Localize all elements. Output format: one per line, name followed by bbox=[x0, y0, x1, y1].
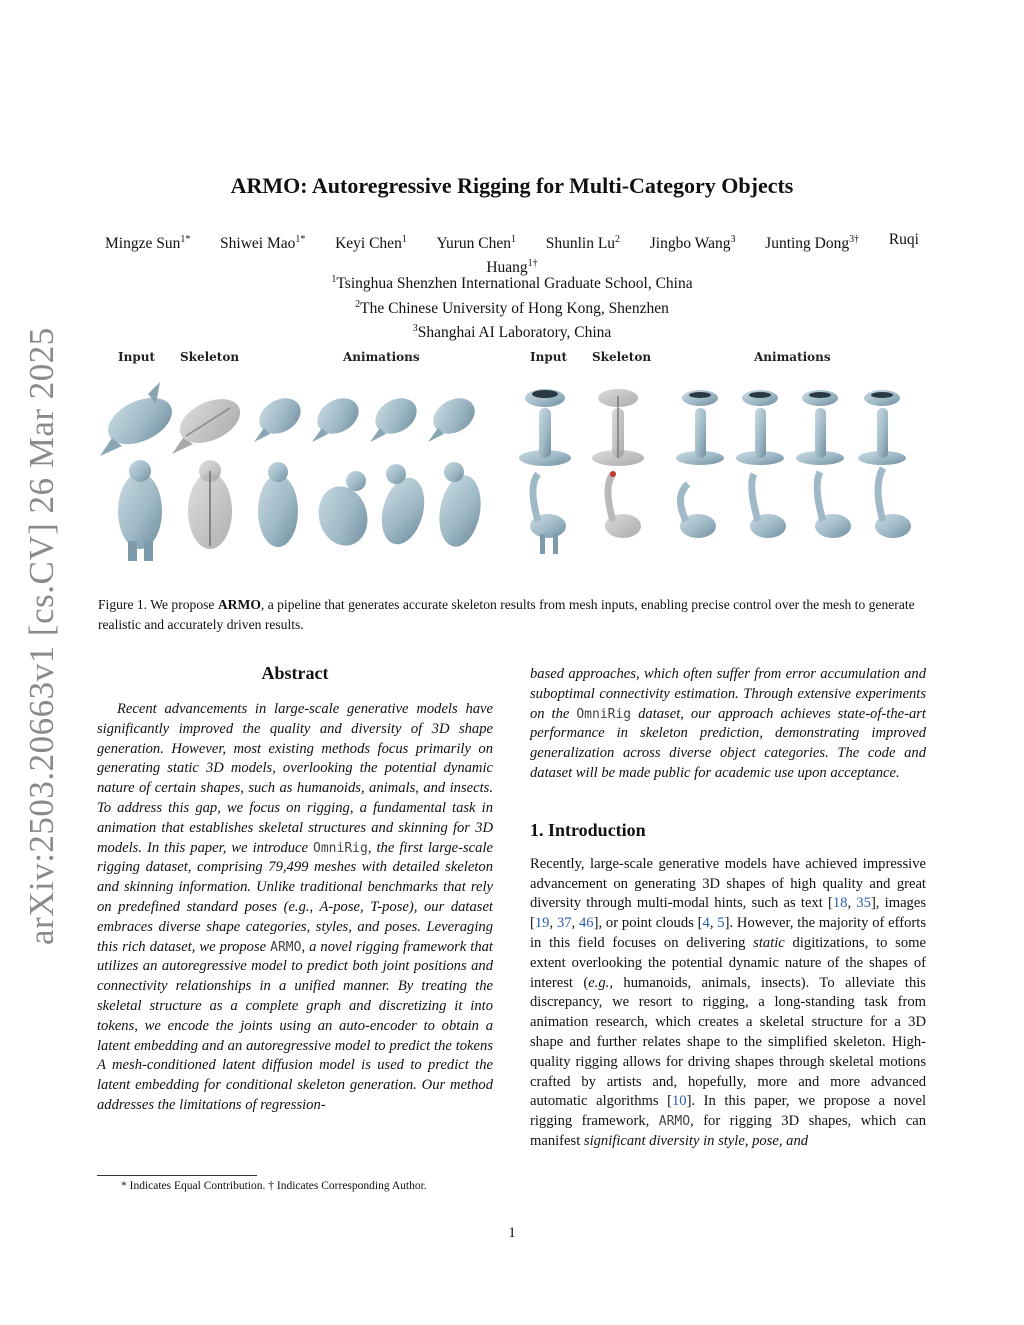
creature-animation-render bbox=[858, 390, 906, 465]
fish-animation-render bbox=[311, 391, 365, 442]
dinosaur-animation-render bbox=[815, 472, 851, 538]
citation-link[interactable]: 35 bbox=[856, 895, 871, 912]
dinosaur-animation-render bbox=[750, 474, 786, 538]
affiliation: $^3$Shanghai AI Laboratory, China bbox=[412, 323, 612, 342]
author: Yurun Chen$^1$ bbox=[436, 234, 517, 253]
author: Shunlin Lu$^2$ bbox=[545, 234, 621, 253]
figure-label-animations: Animations bbox=[754, 350, 831, 364]
dinosaur-input-render bbox=[530, 474, 566, 554]
dinosaur-animation-render bbox=[680, 484, 716, 538]
fish-skeleton-render bbox=[172, 390, 247, 454]
monster-input-render bbox=[118, 460, 162, 561]
right-column bbox=[530, 665, 926, 1152]
figure-label-input: Input bbox=[118, 350, 155, 364]
author-wrap: Huang$^{1\dagger}$ bbox=[486, 258, 538, 277]
figure-label-animations: Animations bbox=[343, 350, 420, 364]
citation-link[interactable]: 18 bbox=[832, 895, 848, 912]
footnote-rule bbox=[97, 1175, 257, 1176]
fish-input-render bbox=[100, 382, 179, 456]
footnote bbox=[97, 1175, 493, 1192]
author: Ruqi bbox=[888, 231, 919, 248]
abstract-continuation: based approaches, which often suffer from error accumulation and suboptimal connectivity estimation. Through extensive experiments on the OmniRig dataset, our approach achieves state-of-the-art performance in skeleton prediction, demonstrating improved generalization across diverse object categories. The code and dataset will be made public for academic use upon acceptance. bbox=[530, 666, 926, 781]
citation-link[interactable]: 10 bbox=[672, 1093, 687, 1110]
citation-link[interactable]: 37 bbox=[556, 915, 572, 932]
monster-animation-render bbox=[258, 462, 298, 547]
creature-input-render bbox=[519, 389, 571, 466]
arxiv-identifier-stamp: arXiv:2503.20663v1 [cs.CV] 26 Mar 2025 bbox=[22, 327, 61, 945]
monster-animation-render bbox=[434, 462, 486, 550]
affiliations bbox=[0, 270, 1024, 344]
monster-skeleton-render bbox=[188, 460, 232, 549]
abstract-text: Recent advancements in large-scale generative models have significantly improved the quality and diversity of 3D shape generation. However, most existing methods focus primarily on generating static 3D models, overlooking the potential dynamic nature of certain shapes, such as humanoids, animals, and insects. To address this gap, we focus on rigging, a fundamental task in animation that establishes skeletal structures and skinning for 3D models. In this paper, we introduce OmniRig, the first large-scale rigging dataset, comprising 79,499 meshes with detailed skeleton and skinning information. Unlike traditional benchmarks that rely on predefined standard poses (e.g., A-pose, T-pose), our dataset embraces diverse shape categories, styles, and poses. Leveraging this rich dataset, we propose ARMO, a novel rigging framework that utilizes an autoregressive model to predict both joint positions and connectivity relationships in a unified manner. By treating the skeletal structure as a complete graph and discretizing it into tokens, we encode the joints using an auto-encoder to obtain a latent embedding and an autoregressive model to predict the tokens A mesh-conditioned latent diffusion model is used to predict the latent embedding for conditional skeleton generation. Our method addresses the limitations of regression- bbox=[97, 701, 493, 1113]
citation-link[interactable]: 19 bbox=[534, 915, 550, 932]
affiliation: $^2$The Chinese University of Hong Kong, Shenzhen bbox=[355, 298, 669, 317]
abstract-heading: Abstract bbox=[261, 663, 329, 683]
citation-link[interactable]: 5 bbox=[717, 915, 725, 932]
author: Junting Dong$^{3\dagger}$ bbox=[765, 234, 860, 253]
creature-animation-render bbox=[736, 390, 784, 465]
footnote-text: * Indicates Equal Contribution. † Indicates Corresponding Author. bbox=[121, 1180, 427, 1192]
monster-animation-render bbox=[312, 471, 374, 551]
introduction-text: Recently, large-scale generative models have achieved impressive advancement on generating 3D shapes of high quality and great diversity through multi-modal hints, such as text [18, 35], images [19, 37, 46], or point clouds [4, 5]. However, the majority of efforts in this field focuses on delivering static digitizations, to some extent overlooking the potential dynamic nature of the shapes of interest (e.g., humanoids, animals, insects). To alleviate this discrepancy, we resort to rigging, a long-standing task from animation research, which creates a skeletal structure for a 3D shape and further relates shape to the simplified skeleton. High-quality rigging allows for driving shapes through skeletal motions crafted by artists and, hopefully, more and more advanced automatic algorithms [10]. In this paper, we propose a novel rigging framework, ARMO, for rigging 3D shapes, which can manifest significant diversity in style, pose, and bbox=[530, 855, 927, 1149]
author: Jingbo Wang$^3$ bbox=[649, 234, 736, 253]
creature-animation-render bbox=[676, 390, 724, 465]
monster-animation-render bbox=[375, 464, 431, 549]
page-number: 1 bbox=[508, 1225, 516, 1241]
figure-label-input: Input bbox=[530, 350, 567, 364]
teaser-figure bbox=[98, 346, 928, 576]
paper-title: ARMO: Autoregressive Rigging for Multi-Category Objects bbox=[230, 173, 794, 198]
figure-renders bbox=[98, 346, 928, 576]
fish-animation-render bbox=[253, 391, 307, 442]
citation-link[interactable]: 46 bbox=[579, 915, 594, 932]
dinosaur-skeleton-render bbox=[605, 471, 641, 538]
left-column bbox=[97, 663, 493, 1116]
figure-label-skeleton: Skeleton bbox=[180, 350, 240, 364]
author: Keyi Chen$^1$ bbox=[335, 234, 407, 253]
author: Mingze Sun$^{1*}$ bbox=[105, 234, 191, 253]
author: Shiwei Mao$^{1*}$ bbox=[220, 234, 306, 253]
dinosaur-animation-render bbox=[875, 468, 911, 538]
figure-caption: Figure 1. We propose ARMO, a pipeline that generates accurate skeleton results from mesh inputs, enabling precise control over the mesh to generate realistic and accurately driven results. bbox=[98, 597, 915, 632]
section-heading-introduction: 1. Introduction bbox=[530, 819, 646, 840]
citation-link[interactable]: 4 bbox=[702, 915, 710, 932]
figure-label-skeleton: Skeleton bbox=[592, 350, 652, 364]
fish-animation-render bbox=[427, 391, 481, 442]
affiliation: $^1$Tsinghua Shenzhen International Graduate School, China bbox=[331, 274, 693, 293]
fish-animation-render bbox=[369, 391, 423, 442]
creature-skeleton-render bbox=[592, 389, 644, 466]
creature-animation-render bbox=[796, 390, 844, 465]
